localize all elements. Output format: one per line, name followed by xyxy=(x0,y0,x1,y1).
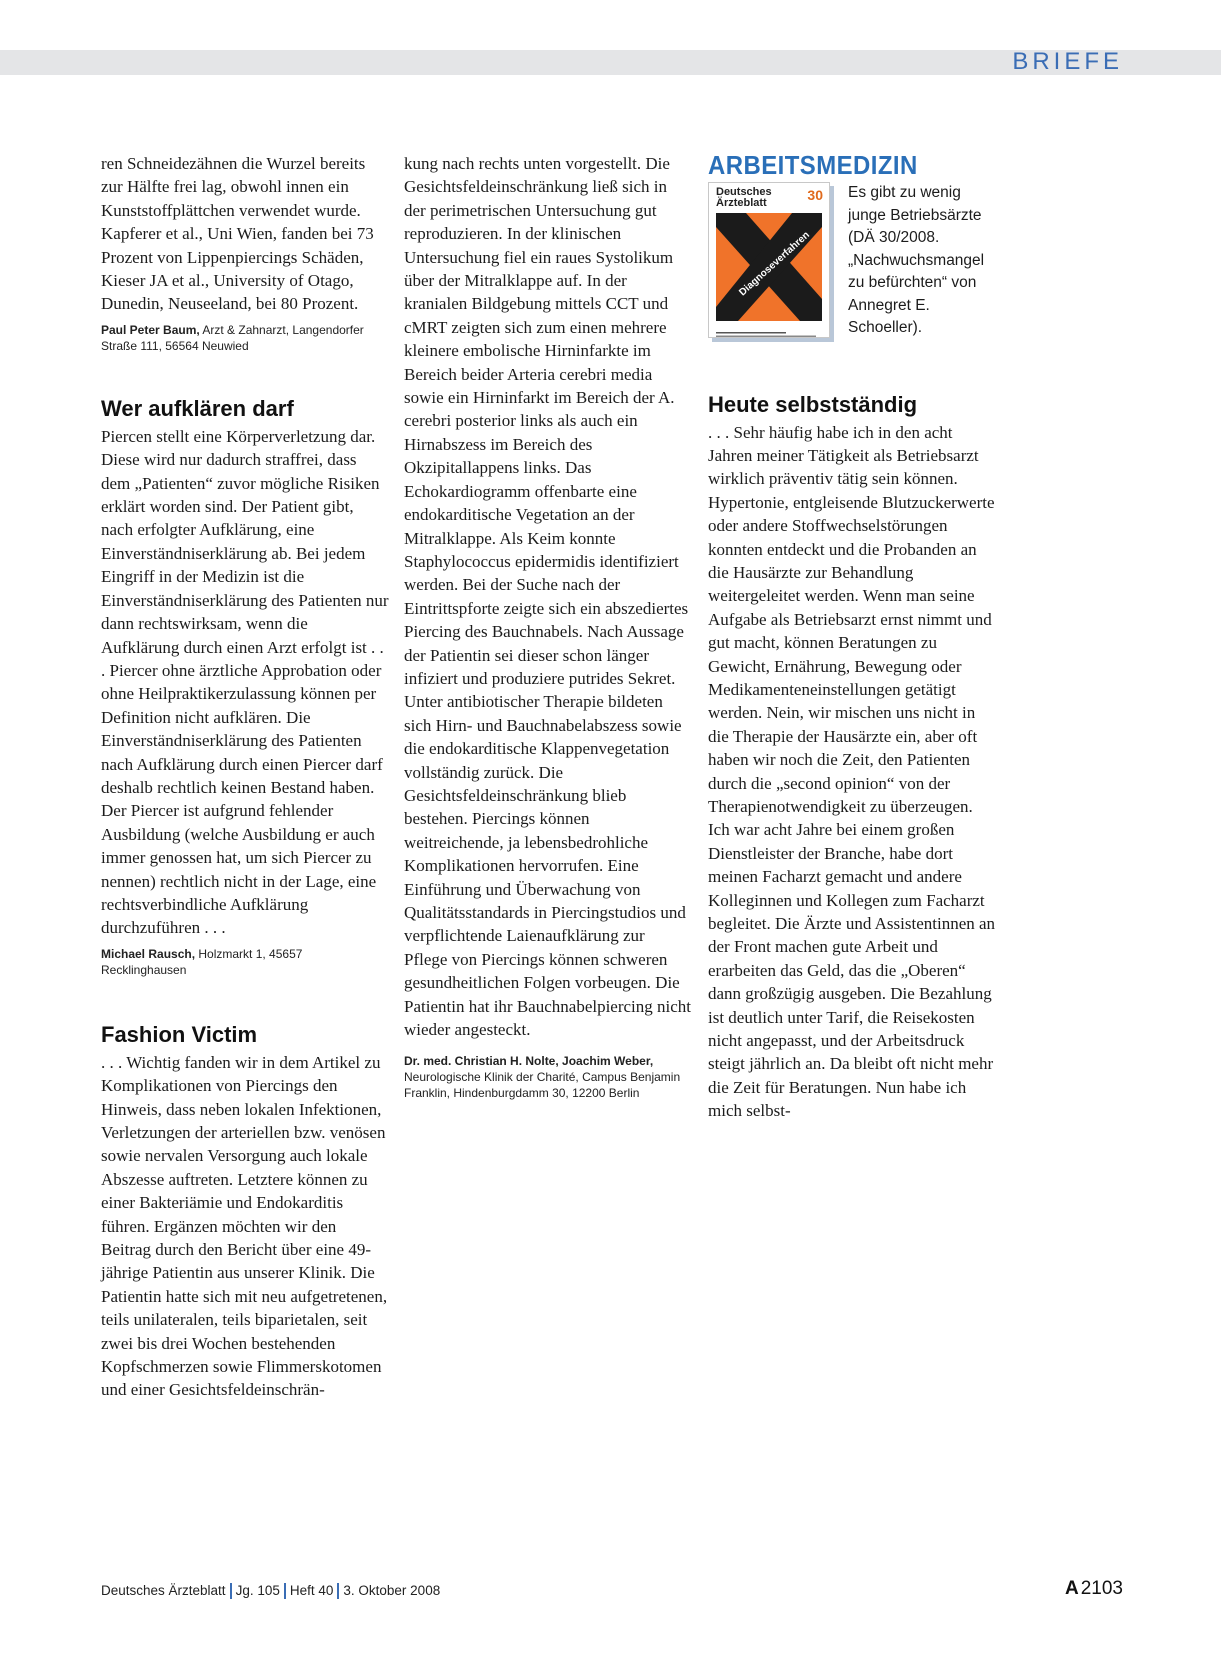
letter-heading: Heute selbstständig xyxy=(708,391,918,417)
cover-artwork xyxy=(716,213,822,321)
page-number-value: 2103 xyxy=(1080,1578,1123,1599)
cover-art-text: Diagnoseverfahren xyxy=(737,229,812,299)
footer-volume: Jg. 105 xyxy=(235,1583,280,1598)
footer-separator xyxy=(284,1583,286,1599)
page-number xyxy=(1065,1578,1123,1600)
rubric-title: ARBEITSMEDIZIN xyxy=(708,150,918,180)
paragraph: kung nach rechts unten vorgestellt. Die Gesichtsfeldeinschränkung ließ sich in der perimetrischen Untersuchung gut reproduzieren. In der klinischen Untersuchung fiel ein raues Systolikum über der Mitralklappe auf. In der kranialen Bildgebung mittels CCT und cMRT zeigten sich zum einen mehrere kleinere embolische Hirninfarkte im Bereich beider Arteria cerebri media sowie ein Hirninfarkt im Bereich der A. cerebri posterior links als auch ein Hirnabszess im Bereich des Okzipitallappens links. Das Echokardiogramm offenbarte eine endokarditische Vegetation an der Mitralklappe. Als Keim konnte Staphylococcus epidermidis identifiziert werden. Bei der Suche nach der Eintrittspforte zeigte sich ein abszediertes Piercing des Bauchnabels. Nach Aussage der Patientin sei dieser schon länger infiziert und produziere putrides Sekret. Unter antibiotischer Therapie bildeten sich Hirn- und Bauchnabelabszess sowie die endokarditische Klappenvegetation vollständig zurück. Die Gesichtsfeldeinschränkung blieb bestehen. Piercings können weitreichende, ja lebensbedrohliche Komplikationen hervorrufen. Eine Einführung und Überwachung von Qualitätsstandards in Piercingstudios und verpflichtende Laienaufklärung zur Pflege von Piercings können schweren gesundheitlichen Folgen vorbeugen. Die Patientin hat ihr Bauchnabelpiercing nicht wieder angesteckt. xyxy=(404,154,692,1040)
cover-issue-number: 30 xyxy=(807,187,823,203)
letter-heading: Wer aufklären darf xyxy=(101,395,294,421)
section-title: BRIEFE xyxy=(1012,48,1123,75)
letter-heading: Fashion Victim xyxy=(101,1021,258,1047)
byline-author: Dr. med. Christian H. Nolte, Joachim Weber, xyxy=(404,1054,654,1069)
footer-separator xyxy=(230,1583,232,1599)
cover-footer-lines xyxy=(716,325,822,331)
cross-graphic-icon xyxy=(716,213,822,321)
paragraph: . . . Wichtig fanden wir in dem Artikel zu Komplikationen von Piercings den Hinweis, dass neben lokalen Infektionen, Verletzungen der arteriellen bzw. venösen sowie nervalen Versorgung auch lokale Abszesse auftreten. Letztere können zu einer Bakteriämie und Endokarditis führen. Ergänzen möchten wir den Beitrag durch den Bericht über eine 49-jährige Patientin aus unserer Klinik. Die Patientin hatte sich mit neu aufgetretenen, teils unilateralen, teils biparietalen, seit zwei bis drei Wochen bestehenden Kopfschmerzen sowie Flimmerskotomen und einer Gesichtsfeldeinschrän- xyxy=(101,1052,388,1400)
byline-address: Neurologische Klinik der Charité, Campus Benjamin Franklin, Hindenburgdamm 30, 12200 Berlin xyxy=(404,1070,681,1101)
cover-footer-graphic xyxy=(716,332,822,338)
column-3 xyxy=(708,150,998,1123)
byline-address: Holzmarkt 1, 45657 Recklinghausen xyxy=(101,946,303,977)
byline-author: Paul Peter Baum, xyxy=(101,322,200,337)
teaser-text: Es gibt zu wenig junge Betriebsärzte (DÄ 30/2008. „Nachwuchsmangel zu befürchten“ von Annegret E. Schoeller). xyxy=(848,184,985,336)
cover-logo: Deutsches Ärzteblatt xyxy=(716,186,772,209)
footer-journal: Deutsches Ärzteblatt xyxy=(101,1583,226,1598)
letter-byline xyxy=(101,946,389,978)
footer-date: 3. Oktober 2008 xyxy=(343,1583,441,1598)
letter-byline xyxy=(404,1053,692,1101)
byline-address: Arzt & Zahnarzt, Langendorfer Straße 111, 56564 Neuwied xyxy=(101,322,364,353)
letter-byline xyxy=(101,322,389,354)
footer-issue: Heft 40 xyxy=(289,1583,334,1598)
paragraph: Piercen stellt eine Körperverletzung dar. Diese wird nur dadurch straffrei, dass dem „Patienten“ zuvor mögliche Risiken erklärt worden sind. Der Patient gibt, nach erfolgter Aufklärung, eine Einverständniserklärung ab. Bei jedem Eingriff in der Medizin ist die Einverständniserklärung des Patienten nur dann rechtswirksam, wenn die Aufklärung durch einen Arzt erfolgt ist . . . Piercer ohne ärztliche Approbation oder ohne Heilpraktikerzulassung können per Definition nicht aufklären. Die Einverständniserklärung des Patienten nach Aufklärung durch einen Piercer darf deshalb rechtlich keinen Bestand haben. Der Piercer ist aufgrund fehlender Ausbildung (welche Ausbildung er auch immer genossen hat, um sich Piercer zu nennen) rechtlich nicht in der Lage, eine rechtsverbindliche Aufklärung durchzuführen . . . xyxy=(101,426,389,938)
page-prefix: A xyxy=(1064,1578,1079,1599)
column-1 xyxy=(101,152,389,1402)
column-2 xyxy=(404,152,692,1101)
paragraph: ren Schneidezähnen die Wurzel bereits zur Hälfte frei lag, obwohl innen ein Kunststoffplättchen verwendet wurde. Kapferer et al., Uni Wien, fanden bei 73 Prozent von Lippenpiercings Schäden, Kieser JA et al., University of Otago, Dunedin, Neuseeland, bei 80 Prozent. xyxy=(101,154,374,314)
byline-author: Michael Rausch, xyxy=(101,946,196,961)
footer-separator xyxy=(337,1583,339,1599)
footer-citation xyxy=(101,1583,440,1599)
paragraph: . . . Sehr häufig habe ich in den acht Jahren meiner Tätigkeit als Betriebsarzt wirklich präventiv tätig sein können. Hypertonie, entgleisende Blutzuckerwerte oder andere Stoffwechselstörungen konnten entdeckt und die Probanden an die Hausärzte zur Behandlung weitergeleitet werden. Wenn man seine Aufgabe als Betriebsarzt ernst nimmt und gut macht, können Beratungen zu Gewicht, Ernährung, Bewegung oder Medikamenteneinstellungen getätigt werden. Nein, wir mischen uns nicht in die Therapie der Hausärzte ein, aber oft haben wir noch die Zeit, den Patienten durch die „second opinion“ von der Therapienotwendigkeit zu überzeugen. Ich war acht Jahre bei einem großen Dienstleister der Branche, habe dort meinen Facharzt gemacht und andere Kolleginnen und Kollegen zum Facharzt begleitet. Die Ärzte und Assistentinnen an der Front machen gute Arbeit und erarbeiten das Geld, das die „Oberen“ dann großzügig ausgeben. Die Bezahlung ist deutlich unter Tarif, die Reisekosten nicht angepasst, und der Arbeitsdruck steigt jährlich an. Da bleibt oft nicht mehr die Zeit für Beratungen. Nun habe ich mich selbst- xyxy=(708,422,996,1121)
magazine-cover-image xyxy=(708,182,830,338)
teaser-block xyxy=(708,182,998,340)
